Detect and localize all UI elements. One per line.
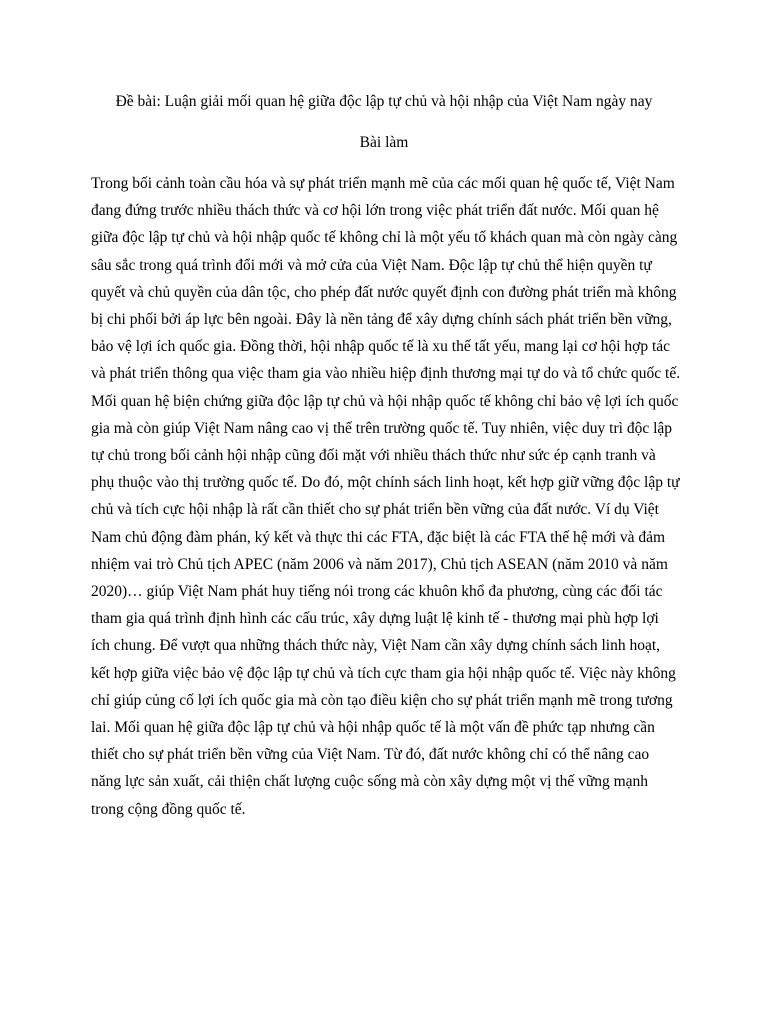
document-title: Đề bài: Luận giải mối quan hệ giữa độc lập tự chủ và hội nhập của Việt Nam ngày nay (115, 93, 653, 110)
document-subtitle: Bài làm (359, 134, 409, 151)
document-body-paragraph: Trong bối cảnh toàn cầu hóa và sự phát triển mạnh mẽ của các mối quan hệ quốc tế, Việt Nam đang đứng trước nhiều thách thức và cơ hội lớn trong việc phát triển đất nước. Mối quan hệ giữa độc lập tự chủ và hội nhập quốc tế không chỉ là một yếu tố khách quan mà còn ngày càng sâu sắc trong quá trình đổi mới và mở cửa của Việt Nam. Độc lập tự chủ thể hiện quyền tự quyết và chủ quyền của dân tộc, cho phép đất nước quyết định con đường phát triển mà không bị chi phối bởi áp lực bên ngoài. Đây là nền tảng để xây dựng chính sách phát triển bền vững, bảo vệ lợi ích quốc gia. Đồng thời, hội nhập quốc tế là xu thế tất yếu, mang lại cơ hội hợp tác và phát triển thông qua việc tham gia vào nhiều hiệp định thương mại tự do và tổ chức quốc tế. Mối quan hệ biện chứng giữa độc lập tự chủ và hội nhập quốc tế không chỉ bảo vệ lợi ích quốc gia mà còn giúp Việt Nam nâng cao vị thế trên trường quốc tế. Tuy nhiên, việc duy trì độc lập tự chủ trong bối cảnh hội nhập cũng đối mặt với nhiều thách thức như sức ép cạnh tranh và phụ thuộc vào thị trường quốc tế. Do đó, một chính sách linh hoạt, kết hợp giữ vững độc lập tự chủ và tích cực hội nhập là rất cần thiết cho sự phát triển bền vững của đất nước. Ví dụ Việt Nam chủ động đàm phán, ký kết và thực thi các FTA, đặc biệt là các FTA thế hệ mới và đảm nhiệm vai trò Chủ tịch APEC (năm 2006 và năm 2017), Chủ tịch ASEAN (năm 2010 và năm 2020)… giúp Việt Nam phát huy tiếng nói trong các khuôn khổ đa phương, cùng các đối tác tham gia quá trình định hình các cấu trúc, xây dựng luật lệ kinh tế - thương mại phù hợp lợi ích chung. Để vượt qua những thách thức này, Việt Nam cần xây dựng chính sách linh hoạt, kết hợp giữa việc bảo vệ độc lập tự chủ và tích cực tham gia hội nhập quốc tế. Việc này không chỉ giúp củng cố lợi ích quốc gia mà còn tạo điều kiện cho sự phát triển mạnh mẽ trong tương lai. Mối quan hệ giữa độc lập tự chủ và hội nhập quốc tế là một vấn đề phức tạp nhưng cần thiết cho sự phát triển bền vững của Việt Nam. Từ đó, đất nước không chỉ có thể nâng cao năng lực sản xuất, cải thiện chất lượng cuộc sống mà còn xây dựng một vị thế vững mạnh trong cộng đồng quốc tế. (91, 175, 681, 818)
